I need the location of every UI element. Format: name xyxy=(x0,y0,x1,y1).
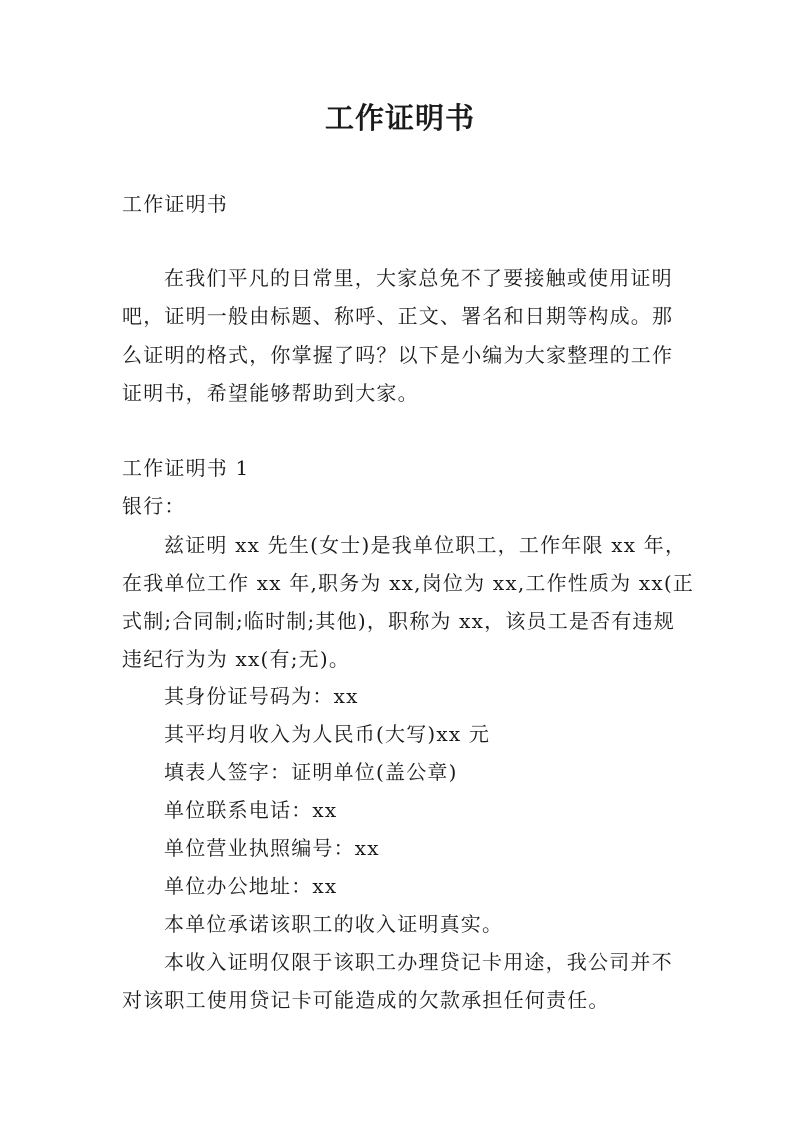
field-line: 其身份证号码为：xx xyxy=(164,684,359,708)
body-line: 违纪行为为 xx(有;无)。 xyxy=(122,647,351,671)
closing-line: 本收入证明仅限于该职工办理贷记卡用途，我公司并不 xyxy=(164,950,673,974)
intro-line: 么证明的格式，你掌握了吗？以下是小编为大家整理的工作 xyxy=(122,343,674,367)
body-line: 兹证明 xx 先生(女士)是我单位职工，工作年限 xx 年， xyxy=(164,533,687,557)
section-heading: 工作证明书 1 xyxy=(122,456,250,480)
closing-line: 对该职工使用贷记卡可能造成的欠款承担任何责任。 xyxy=(122,988,610,1012)
field-line: 单位联系电话：xx xyxy=(164,798,338,822)
document-title: 工作证明书 xyxy=(324,101,475,135)
intro-line: 证明书，希望能够帮助到大家。 xyxy=(122,381,419,405)
intro-line: 吧，证明一般由标题、称呼、正文、署名和日期等构成。那 xyxy=(122,304,674,328)
intro-line: 在我们平凡的日常里，大家总免不了要接触或使用证明 xyxy=(164,266,673,290)
field-line: 填表人签字：证明单位(盖公章) xyxy=(164,760,458,784)
field-line: 其平均月收入为人民币(大写)xx 元 xyxy=(164,722,491,746)
document-subtitle: 工作证明书 xyxy=(122,192,228,216)
field-line: 单位办公地址：xx xyxy=(164,874,338,898)
field-line: 本单位承诺该职工的收入证明真实。 xyxy=(164,912,504,936)
field-line: 单位营业执照编号：xx xyxy=(164,836,380,860)
body-line: 在我单位工作 xx 年,职务为 xx,岗位为 xx,工作性质为 xx(正 xyxy=(122,571,695,595)
salutation: 银行： xyxy=(122,494,186,518)
body-line: 式制;合同制;临时制;其他)，职称为 xx，该员工是否有违规 xyxy=(122,609,675,633)
